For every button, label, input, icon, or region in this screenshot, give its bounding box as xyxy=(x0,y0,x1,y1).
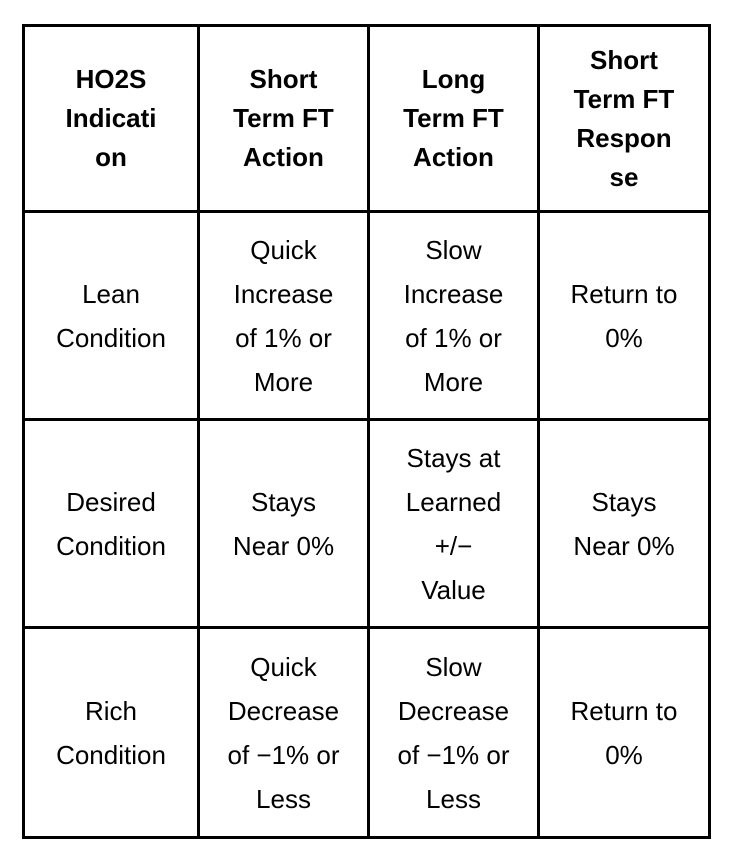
table-row xyxy=(24,628,710,838)
table-row xyxy=(24,212,710,420)
table-cell: Lean Condition xyxy=(24,212,199,420)
header-cell: Short Term FT Action xyxy=(199,26,369,212)
table-cell: Rich Condition xyxy=(24,628,199,838)
header-cell: Long Term FT Action xyxy=(369,26,539,212)
table-cell: Return to 0% xyxy=(539,212,710,420)
table-cell: Return to 0% xyxy=(539,628,710,838)
header-cell: HO2S Indicati on xyxy=(24,26,199,212)
table-cell: Quick Increase of 1% or More xyxy=(199,212,369,420)
header-row xyxy=(24,26,710,212)
table-cell: Stays Near 0% xyxy=(199,420,369,628)
table-cell: Slow Increase of 1% or More xyxy=(369,212,539,420)
table-cell: Quick Decrease of −1% or Less xyxy=(199,628,369,838)
table-cell: Stays at Learned +/− Value xyxy=(369,420,539,628)
fuel-trim-table xyxy=(22,24,711,839)
table-cell: Desired Condition xyxy=(24,420,199,628)
table-cell: Slow Decrease of −1% or Less xyxy=(369,628,539,838)
table-cell: Stays Near 0% xyxy=(539,420,710,628)
table-row xyxy=(24,420,710,628)
header-cell: Short Term FT Respon se xyxy=(539,26,710,212)
